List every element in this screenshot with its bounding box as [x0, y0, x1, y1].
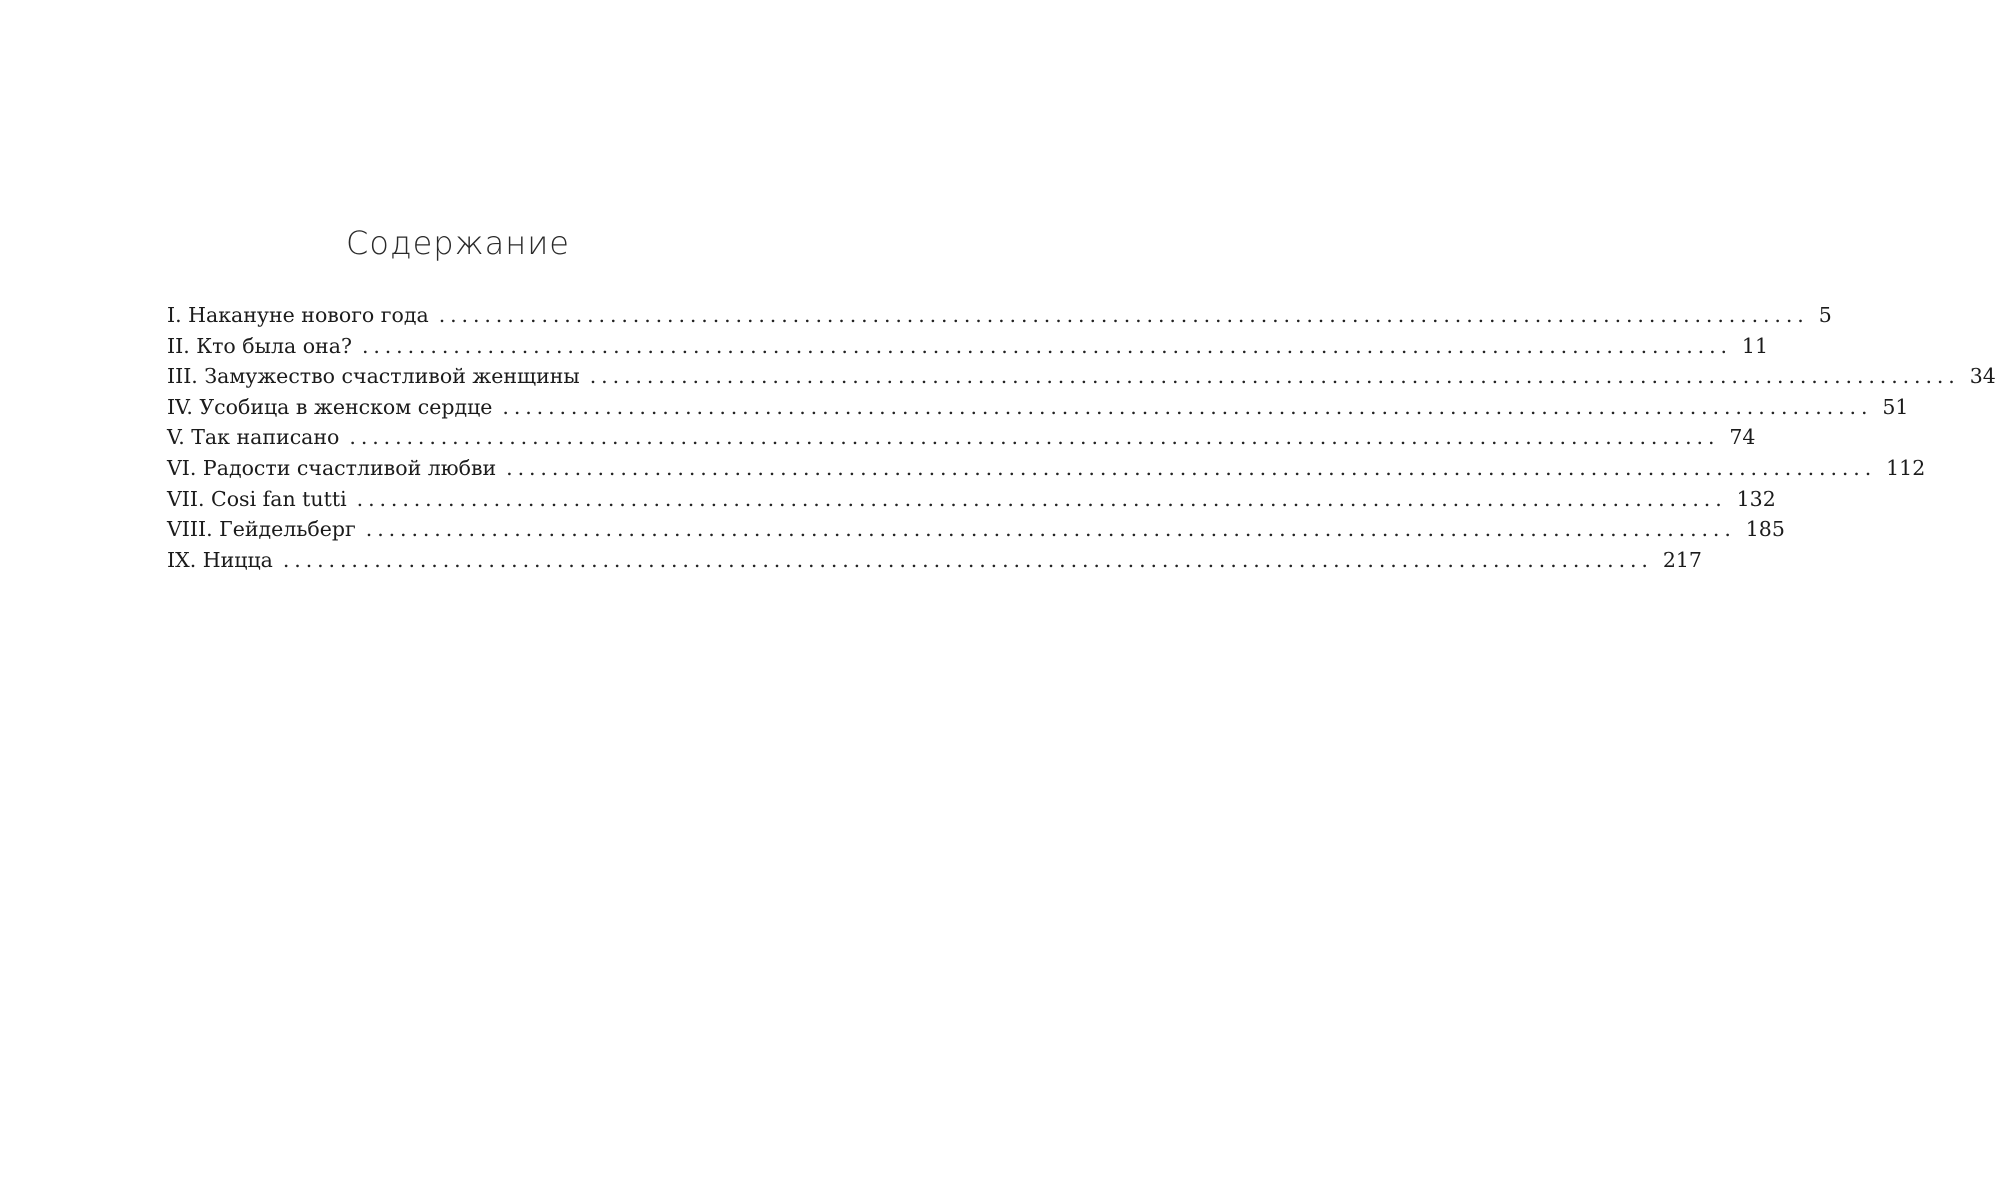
dot-leader: ........................................................................................................................	[282, 547, 1653, 572]
toc-entry-page: 112	[1886, 455, 1926, 480]
toc-entry-title: II. Кто была она?	[167, 334, 362, 358]
toc-entry-page: 5	[1818, 303, 1832, 327]
toc-entry[interactable]	[167, 333, 1768, 365]
toc-entry-title: V. Так написано	[167, 425, 349, 449]
toc-entry-page: 217	[1662, 547, 1702, 572]
dot-leader: ........................................................................................................................	[589, 364, 1960, 389]
toc-entry[interactable]	[167, 517, 1785, 548]
toc-entry-page: 132	[1736, 486, 1776, 511]
toc-entry[interactable]	[167, 364, 1996, 395]
toc-entry-title: III. Замужество счастливой женщины	[167, 364, 590, 388]
toc-entry-title: IX. Ницца	[167, 548, 283, 572]
toc-entry-title: IV. Усобица в женском сердце	[167, 395, 502, 419]
toc-entry-title: VIII. Гейдельберг	[167, 517, 366, 541]
toc-entry-page: 74	[1729, 425, 1756, 450]
toc-entry-page: 51	[1882, 394, 1909, 419]
toc-entry[interactable]	[167, 425, 1756, 456]
toc-entry-page: 34	[1969, 364, 1996, 389]
toc-entry[interactable]	[167, 547, 1702, 579]
toc-entry[interactable]	[167, 486, 1776, 518]
dot-leader: ........................................................................................................................	[365, 517, 1736, 542]
dot-leader: ........................................................................................................................	[349, 425, 1720, 450]
table-of-contents	[167, 303, 1996, 578]
dot-leader: ........................................................................................................................	[502, 394, 1873, 419]
dot-leader: ........................................................................................................................	[438, 303, 1809, 327]
page-title: Содержание	[346, 224, 570, 262]
toc-entry-title: VI. Радости счастливой любви	[167, 456, 506, 480]
dot-leader: ........................................................................................................................	[356, 486, 1727, 511]
toc-entry[interactable]	[167, 455, 1926, 487]
dot-leader: ........................................................................................................................	[506, 455, 1877, 480]
toc-entry[interactable]	[167, 303, 1832, 334]
toc-entry-title: VII. Cosi fan tutti	[167, 487, 357, 511]
dot-leader: ........................................................................................................................	[361, 333, 1732, 358]
toc-entry-page: 185	[1745, 517, 1785, 542]
toc-entry-page: 11	[1741, 333, 1768, 358]
toc-entry[interactable]	[167, 394, 1909, 426]
toc-entry-title: I. Накануне нового года	[167, 303, 439, 327]
